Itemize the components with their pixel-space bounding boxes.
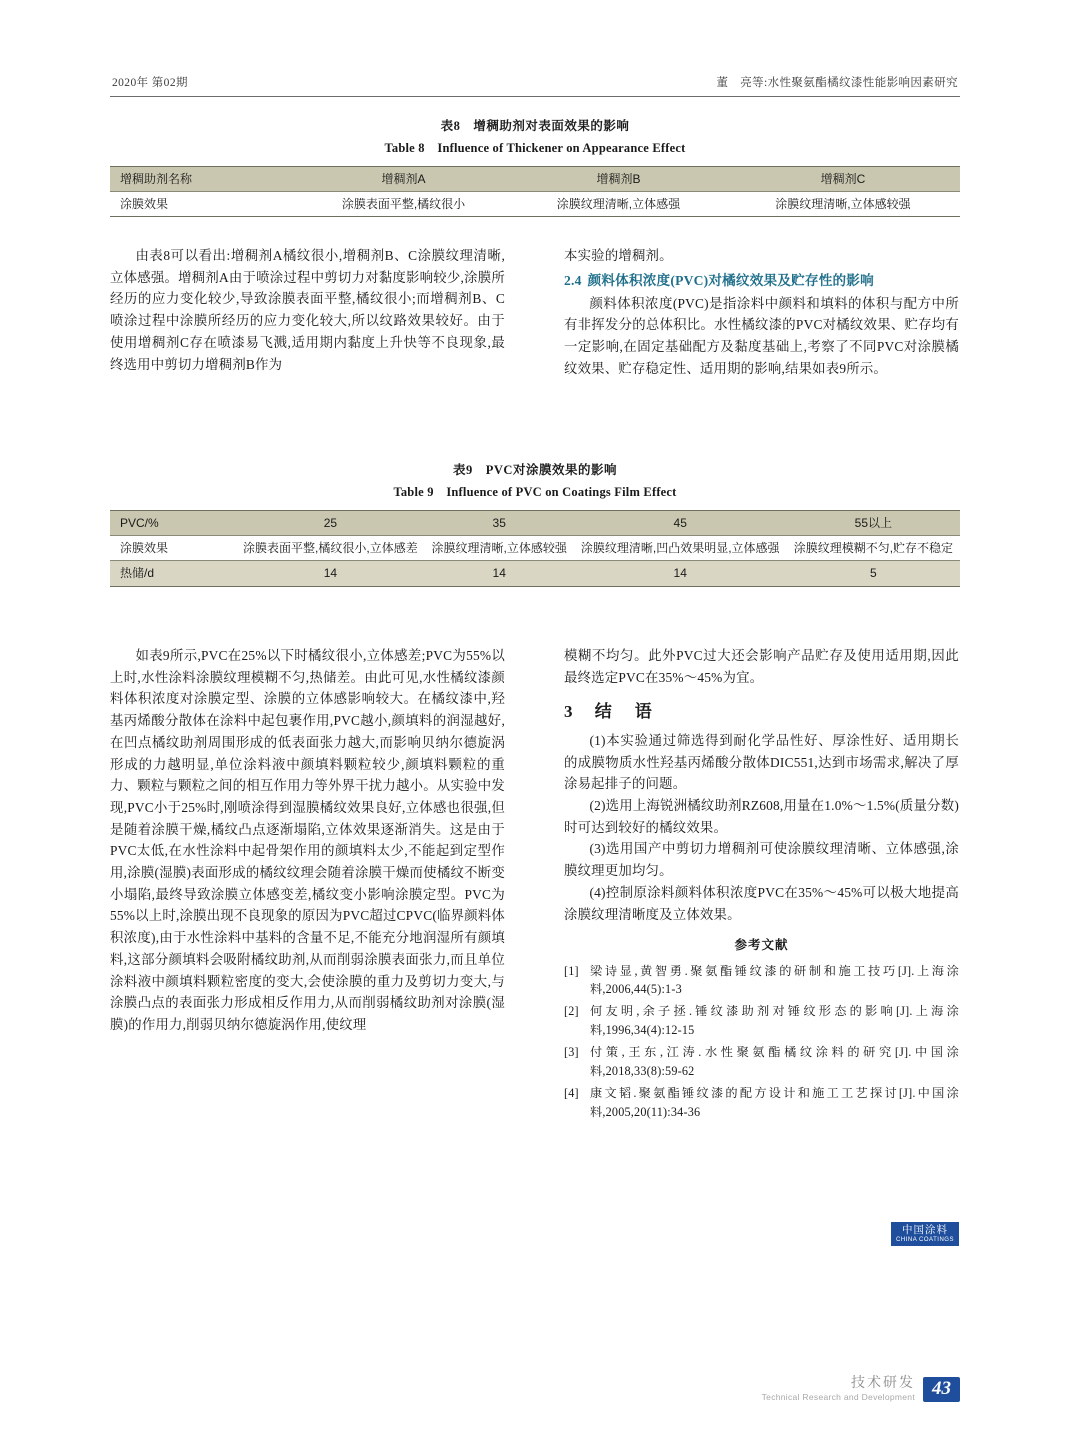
table9-th-0: PVC/%: [110, 511, 236, 536]
paragraph-pvc-discussion: 如表9所示,PVC在25%以下时橘纹很小,立体感差;PVC为55%以上时,水性涂料涂膜纹理模糊不匀,热储差。由此可见,水性橘纹漆颜料体积浓度对涂膜定型、涂膜的立体感影响较大。在橘纹漆中,羟基丙烯酸分散体在涂料中起包裹作用,PVC越小,颜填料的润湿越好,在凹点橘纹助剂周围形成的低表面张力越大,而影响贝纳尔德旋涡形成的力越明显,单位涂料液中颜填料颗粒较少,颜填料颗粒的重力、颗粒与颗粒之间的相互作用力等外界干扰力越小。从实验中发现,PVC小于25%时,刚喷涂得到湿膜橘纹效果良好,立体感也很强,但是随着涂膜干燥,橘纹凸点逐渐塌陷,立体效果逐渐消失。这是由于PVC太低,在水性涂料中起骨架作用的颜填料太少,不能起到定型作用,涂膜(湿膜)表面形成的橘纹纹理会随着涂膜干燥而使橘纹不断变小塌陷,最终导致涂膜立体感变差,橘纹变小影响涂膜定型。PVC为55%以上时,涂膜出现不良现象的原因为PVC超过CPVC(临界颜料体积浓度),由于水性涂料中基料的含量不足,不能充分地润湿所有颜填料,这部分颜填料会吸附橘纹助剂,从而削弱涂膜表面张力,而且单位涂料液中颜填料颗粒密度的变大,会使涂膜的重力及剪切力变大,与涂膜凸点的表面张力形成相反作用力,从而削弱橘纹助剂对涂膜(湿膜)的作用力,削弱贝纳尔德旋涡作用,使纹理: [110, 648, 505, 1032]
reference-number: [2]: [564, 1004, 579, 1019]
footer-section-name: [762, 1372, 915, 1402]
reference-text: 何友明,余子拯.锤纹漆助剂对锤纹形态的影响[J].上海涂料,1996,34(4):12-15: [590, 1004, 959, 1038]
page-footer: [762, 1372, 960, 1402]
section-2-4-number: 2.4: [564, 272, 582, 288]
table9-header-row: [110, 511, 960, 536]
table8-r0-c1: 涂膜表面平整,橘纹很小: [296, 192, 511, 217]
page-header: [110, 74, 960, 97]
section-3-number: 3: [564, 702, 576, 722]
table9-th-1: 25: [236, 511, 425, 536]
table8-th-1: 增稠剂A: [296, 167, 511, 192]
logo-badge: [891, 1222, 959, 1246]
table8: [110, 166, 960, 217]
section-2-4-heading: [564, 270, 959, 292]
logo-label-cn: 中国涂料: [902, 1225, 948, 1236]
paragraph-continuation-2: 模糊不均匀。此外PVC过大还会影响产品贮存及使用适用期,因此最终选定PVC在35%～45%为宜。: [564, 648, 959, 685]
reference-text: 付策,王东,江涛.水性聚氨酯橘纹涂料的研究[J].中国涂料,2018,33(8):59-62: [590, 1045, 959, 1079]
table9-r0-c4: 涂膜纹理模糊不匀,贮存不稳定: [787, 536, 960, 561]
table9-r1-c0: 热储/d: [110, 561, 236, 586]
left-column-upper: [110, 245, 505, 375]
table8-r0-c2: 涂膜纹理清晰,立体感强: [511, 192, 726, 217]
reference-number: [1]: [564, 963, 579, 978]
table-row: [110, 536, 960, 561]
table8-caption-en: Table 8 Influence of Thickener on Appearance Effect: [384, 141, 686, 155]
header-article-title: 董 亮等:水性聚氨酯橘纹漆性能影响因素研究: [716, 77, 958, 89]
table9-r1-c2: 14: [425, 561, 574, 586]
table9-r1-c1: 14: [236, 561, 425, 586]
section-2-4-title: 颜料体积浓度(PVC)对橘纹效果及贮存性的影响: [587, 272, 874, 288]
page-number: 43: [923, 1377, 960, 1402]
section-3-heading: [564, 698, 959, 726]
footer-label-en: Technical Research and Development: [761, 1392, 915, 1402]
table9: [110, 510, 960, 587]
right-column-upper: [564, 245, 959, 380]
reference-text: 梁诗显,黄智勇.聚氨酯锤纹漆的研制和施工技巧[J].上海涂料,2006,44(5):1-3: [590, 963, 959, 997]
table9-r0-c1: 涂膜表面平整,橘纹很小,立体感差: [236, 536, 425, 561]
table8-block: [110, 116, 960, 217]
table9-r0-c3: 涂膜纹理清晰,凹凸效果明显,立体感强: [574, 536, 787, 561]
right-column-lower: [564, 645, 959, 1125]
left-column-lower: [110, 645, 505, 1036]
logo-label-en: CHINA COATINGS: [896, 1237, 954, 1244]
paragraph-table8-discussion: 由表8可以看出:增稠剂A橘纹很小,增稠剂B、C涂膜纹理清晰,立体感强。增稠剂A由于喷涂过程中剪切力对黏度影响较少,涂膜所经历的应力变化较少,导致涂膜表面平整,橘纹很小;而增稠剂B、C喷涂过程中涂膜所经历的应力变化较大,所以纹路效果较好。由于使用增稠剂C存在喷漆易飞溅,适用期内黏度上升快等不良现象,最终选用中剪切力增稠剂B作为: [110, 248, 505, 372]
table8-th-3: 增稠剂C: [726, 167, 960, 192]
table9-r1-c3: 14: [574, 561, 787, 586]
table9-caption-cn: 表9 PVC对涂膜效果的影响: [453, 463, 617, 477]
reference-text: 康文韬.聚氨酯锤纹漆的配方设计和施工工艺探讨[J].中国涂料,2005,20(11):34-36: [590, 1085, 959, 1119]
table9-th-2: 35: [425, 511, 574, 536]
table9-r0-c2: 涂膜纹理清晰,立体感较强: [425, 536, 574, 561]
reference-item: [564, 1043, 959, 1081]
header-issue: 2020年 第02期: [112, 77, 188, 89]
table9-r1-c4: 5: [787, 561, 960, 586]
paragraph-section-2-4: 颜料体积浓度(PVC)是指涂料中颜料和填料的体积与配方中所有非挥发分的总体积比。水性橘纹漆的PVC对橘纹效果、贮存均有一定影响,在固定基础配方及黏度基础上,考察了不同PVC对涂膜橘纹效果、贮存稳定性、适用期的影响,结果如表9所示。: [564, 295, 959, 376]
table8-caption-cn: 表8 增稠助剂对表面效果的影响: [440, 119, 630, 133]
table8-r0-c3: 涂膜纹理清晰,立体感较强: [726, 192, 960, 217]
table9-th-4: 55以上: [787, 511, 960, 536]
reference-item: [564, 962, 959, 1000]
conclusion-item-1: (1)本实验通过筛选得到耐化学品性好、厚涂性好、适用期长的成膜物质水性羟基丙烯酸分散体DIC551,达到市场需求,解决了厚涂易起排子的问题。: [564, 732, 959, 792]
table8-r0-c0: 涂膜效果: [110, 192, 296, 217]
table-row: [110, 192, 960, 217]
table8-th-0: 增稠助剂名称: [110, 167, 296, 192]
table9-caption-en: Table 9 Influence of PVC on Coatings Film Effect: [393, 485, 677, 499]
table9-block: [110, 460, 960, 587]
table9-th-3: 45: [574, 511, 787, 536]
conclusion-item-3: (3)选用国产中剪切力增稠剂可使涂膜纹理清晰、立体感强,涂膜纹理更加均匀。: [564, 841, 959, 879]
footer-label-cn: 技术研发: [851, 1376, 915, 1391]
paragraph-continuation: 本实验的增稠剂。: [564, 248, 673, 263]
publisher-logo: [890, 1222, 960, 1246]
section-3-title: 结 语: [594, 702, 655, 722]
reference-item: [564, 1084, 959, 1122]
reference-number: [4]: [564, 1085, 579, 1100]
references-heading: 参考文献: [734, 938, 789, 953]
table8-th-2: 增稠剂B: [511, 167, 726, 192]
conclusion-item-4: (4)控制原涂料颜料体积浓度PVC在35%～45%可以极大地提高涂膜纹理清晰度及立体效果。: [564, 884, 959, 922]
reference-item: [564, 1002, 959, 1040]
table8-header-row: [110, 167, 960, 192]
table9-r0-c0: 涂膜效果: [110, 536, 236, 561]
reference-number: [3]: [564, 1045, 579, 1060]
table-row: [110, 561, 960, 586]
conclusion-item-2: (2)选用上海锐洲橘纹助剂RZ608,用量在1.0%～1.5%(质量分数)时可达到较好的橘纹效果。: [564, 798, 959, 835]
